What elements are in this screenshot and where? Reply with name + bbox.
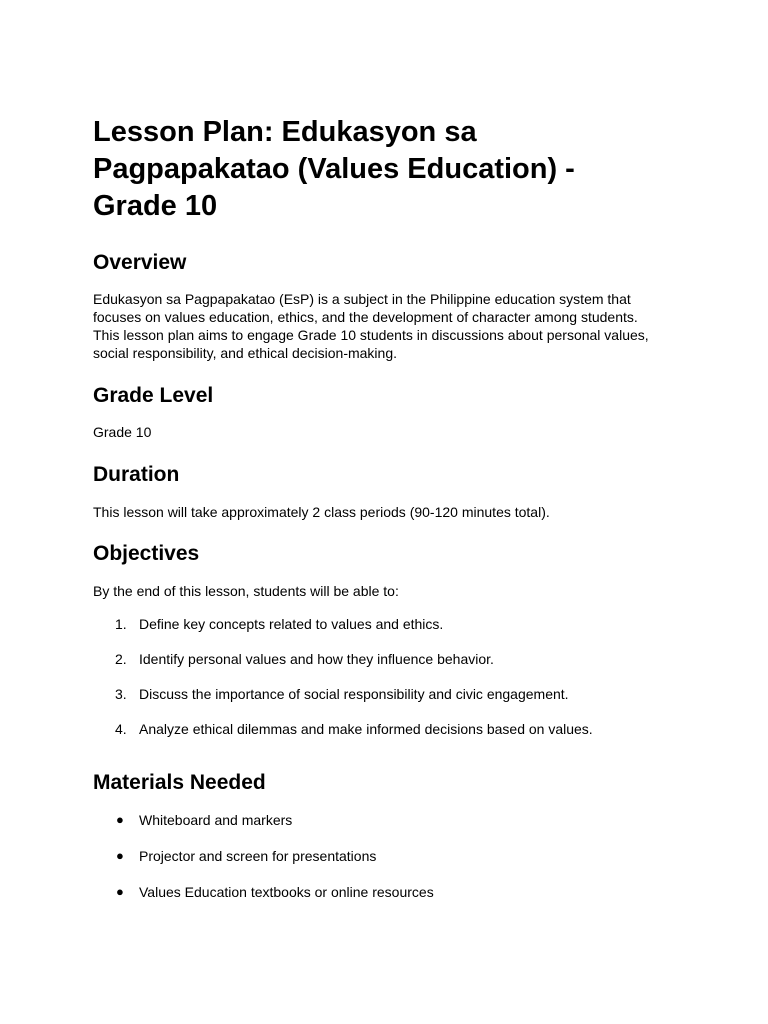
objective-number: 1. <box>115 616 127 632</box>
bullet-icon: ● <box>116 812 124 827</box>
duration-heading: Duration <box>93 463 180 486</box>
grade-level-heading: Grade Level <box>93 384 214 407</box>
overview-heading: Overview <box>93 251 187 274</box>
materials-item <box>93 847 675 865</box>
objective-item <box>93 720 675 738</box>
document-title: Lesson Plan: Edukasyon sa Pagpapakatao (Values Education) - Grade 10 <box>93 116 575 222</box>
objective-number: 2. <box>115 651 127 667</box>
materials-list <box>93 811 675 901</box>
materials-item <box>93 883 675 901</box>
objective-item <box>93 685 675 703</box>
materials-heading: Materials Needed <box>93 771 266 794</box>
objective-item <box>93 615 675 633</box>
materials-item-text: Values Education textbooks or online resources <box>139 884 434 900</box>
objective-item <box>93 650 675 668</box>
bullet-icon: ● <box>116 884 124 899</box>
materials-item-text: Whiteboard and markers <box>139 812 293 828</box>
bullet-icon: ● <box>116 848 124 863</box>
duration-text: This lesson will take approximately 2 class periods (90-120 minutes total). <box>93 504 550 520</box>
objective-text: Analyze ethical dilemmas and make informed decisions based on values. <box>139 721 593 737</box>
objective-text: Identify personal values and how they influence behavior. <box>139 651 494 667</box>
objectives-heading: Objectives <box>93 542 200 565</box>
objectives-list <box>93 615 675 738</box>
objective-text: Discuss the importance of social responsibility and civic engagement. <box>139 686 569 702</box>
grade-level-text: Grade 10 <box>93 424 152 440</box>
overview-text: Edukasyon sa Pagpapakatao (EsP) is a subject in the Philippine education system that focuses on values education, ethics, and the development of character among students. This lesson plan aims to engage Grade 10 students in discussions about personal values, social responsibility, and ethical decision-making. <box>93 291 649 361</box>
materials-item-text: Projector and screen for presentations <box>139 848 377 864</box>
objective-number: 4. <box>115 721 127 737</box>
materials-item <box>93 811 675 829</box>
objectives-intro: By the end of this lesson, students will be able to: <box>93 583 399 599</box>
objective-number: 3. <box>115 686 127 702</box>
objective-text: Define key concepts related to values and ethics. <box>139 616 444 632</box>
